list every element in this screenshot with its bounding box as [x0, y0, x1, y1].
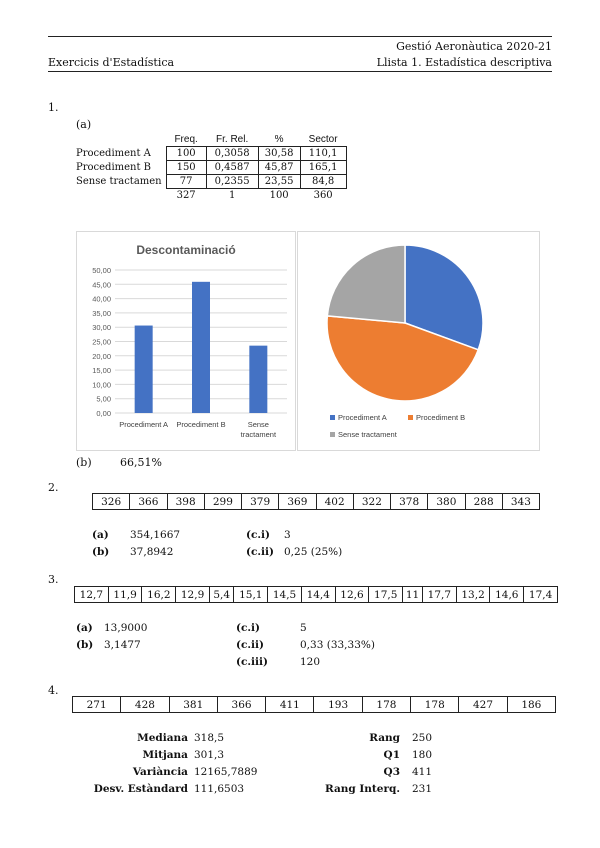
table-cell: 165,1	[300, 161, 346, 175]
bar-chart-box	[76, 231, 296, 451]
data-cell: 14,5	[268, 587, 302, 603]
stat-value-q3: 411	[412, 766, 433, 778]
data-cell: 17,7	[422, 587, 456, 603]
q1-part-b-value: 66,51%	[120, 456, 162, 469]
data-cell: 379	[242, 494, 279, 510]
data-cell: 11	[403, 587, 423, 603]
q2-number: 2.	[48, 481, 59, 494]
table-cell: 30,58	[258, 147, 300, 161]
total-cell: 327	[176, 190, 196, 201]
total-cell: 1	[228, 190, 236, 201]
data-cell: 16,2	[142, 587, 176, 603]
q2-answer-a-value: 354,1667	[130, 529, 181, 541]
table-cell: 100	[166, 147, 206, 161]
data-cell: 366	[130, 494, 167, 510]
legend-swatch	[408, 415, 413, 420]
q2-answer-b-value: 37,8942	[130, 546, 174, 558]
stat-value-iqr: 231	[412, 783, 433, 795]
table-cell: 77	[166, 175, 206, 189]
data-cell: 288	[465, 494, 502, 510]
q3-answer-cii: (c.ii)	[236, 639, 264, 651]
stat-value-mean: 301,3	[194, 749, 225, 761]
data-cell: 427	[459, 697, 507, 713]
table-row	[76, 147, 346, 161]
x-tick-label: Procediment B	[176, 420, 226, 429]
y-tick-label: 35,00	[92, 308, 111, 318]
col-header: Sector	[308, 134, 338, 145]
stat-value-median: 318,5	[194, 732, 225, 744]
y-tick-label: 15,00	[92, 366, 111, 376]
x-tick-label: Procediment A	[119, 420, 169, 429]
data-cell: 369	[279, 494, 316, 510]
legend-label: Procediment A	[338, 413, 387, 422]
data-cell: 186	[507, 697, 555, 713]
data-cell: 14,6	[490, 587, 524, 603]
data-cell: 378	[391, 494, 428, 510]
header-top-rule	[48, 36, 552, 37]
q3-answer-ci-value: 5	[300, 622, 307, 634]
data-cell: 193	[314, 697, 362, 713]
q2-answer-cii-value: 0,25 (25%)	[284, 546, 343, 558]
stat-label-stddev: Desv. Estàndard	[93, 783, 188, 795]
stat-label-median: Mediana	[137, 732, 188, 744]
q4-data-table	[72, 696, 556, 713]
q3-answer-b: (b)	[76, 639, 94, 651]
stat-value-stddev: 111,6503	[194, 783, 245, 795]
stat-label-range: Rang	[369, 732, 400, 744]
q3-answer-ciii-value: 120	[300, 656, 321, 668]
data-cell: 398	[167, 494, 204, 510]
q3-answer-b-value: 3,1477	[104, 639, 141, 651]
q1-part-a-label: (a)	[76, 118, 92, 131]
data-cell: 12,6	[335, 587, 369, 603]
q2-answer-cii: (c.ii)	[246, 546, 274, 558]
table-cell: 0,3058	[206, 147, 258, 161]
y-tick-label: 50,00	[92, 266, 111, 275]
stat-value-variance: 12165,7889	[194, 766, 258, 778]
q3-answer-a: (a)	[76, 622, 93, 634]
data-cell: 14,4	[301, 587, 335, 603]
table-row	[76, 161, 346, 175]
data-cell: 411	[266, 697, 314, 713]
pie-slice	[327, 245, 405, 323]
q1-number: 1.	[48, 101, 59, 114]
data-cell: 15,1	[234, 587, 268, 603]
total-cell: 100	[269, 190, 289, 201]
q3-number: 3.	[48, 573, 59, 586]
stat-label-iqr: Rang Interq.	[324, 783, 400, 795]
x-tick-label: tractament	[240, 430, 277, 439]
data-cell: 428	[121, 697, 169, 713]
q3-answer-cii-value: 0,33 (33,33%)	[300, 639, 375, 651]
data-cell: 343	[502, 494, 539, 510]
data-cell: 299	[204, 494, 241, 510]
y-tick-label: 40,00	[92, 294, 111, 304]
y-tick-label: 10,00	[92, 380, 111, 390]
row-label: Procediment B	[76, 162, 152, 173]
data-cell: 17,5	[369, 587, 403, 603]
data-cell: 12,7	[75, 587, 109, 603]
col-header: Freq.	[174, 134, 198, 145]
q1-part-b-label: (b)	[76, 456, 92, 469]
stat-value-range: 250	[412, 732, 433, 744]
table-row	[93, 494, 540, 510]
bar-chart	[77, 232, 295, 450]
y-tick-label: 20,00	[92, 351, 111, 361]
table-row	[73, 697, 556, 713]
header-bottom-rule	[48, 71, 552, 72]
bar	[249, 346, 267, 413]
q3-answer-ci: (c.i)	[236, 622, 260, 634]
frequency-table	[76, 133, 347, 202]
data-cell: 13,2	[456, 587, 490, 603]
row-label: Procediment A	[76, 148, 151, 159]
table-cell: 150	[166, 161, 206, 175]
table-row	[75, 587, 558, 603]
q2-answer-b: (b)	[92, 546, 110, 558]
data-cell: 380	[428, 494, 465, 510]
data-cell: 271	[73, 697, 121, 713]
table-cell: 84,8	[300, 175, 346, 189]
frequency-table-header	[76, 133, 346, 147]
q3-answer-a-value: 13,9000	[104, 622, 148, 634]
data-cell: 178	[411, 697, 459, 713]
total-cell: 360	[313, 190, 333, 201]
table-row	[76, 175, 346, 189]
data-cell: 326	[93, 494, 130, 510]
bar	[135, 326, 153, 413]
course-title: Gestió Aeronàutica 2020-21	[396, 40, 552, 53]
document-title: Exercicis d'Estadística	[48, 56, 175, 69]
y-tick-label: 5,00	[96, 394, 111, 404]
stat-label-q1: Q1	[383, 749, 400, 761]
q2-answer-a: (a)	[92, 529, 109, 541]
legend-swatch	[330, 415, 335, 420]
data-cell: 11,9	[108, 587, 142, 603]
bar	[192, 282, 210, 413]
q2-answer-ci: (c.i)	[246, 529, 270, 541]
row-label: Sense tractamen	[76, 176, 162, 187]
table-cell: 45,87	[258, 161, 300, 175]
q4-number: 4.	[48, 684, 59, 697]
table-cell: 110,1	[300, 147, 346, 161]
pie-chart	[298, 232, 539, 450]
y-tick-label: 45,00	[92, 280, 111, 290]
stat-label-q3: Q3	[383, 766, 400, 778]
data-cell: 178	[362, 697, 410, 713]
y-tick-label: 25,00	[92, 337, 111, 347]
list-title: Llista 1. Estadística descriptiva	[376, 56, 552, 69]
y-tick-label: 0,00	[96, 409, 111, 418]
legend-label: Sense tractament	[338, 430, 397, 439]
q2-data-table	[92, 493, 540, 510]
col-header: %	[274, 134, 284, 145]
table-cell: 23,55	[258, 175, 300, 189]
x-tick-label: Sense	[247, 420, 269, 429]
col-header: Fr. Rel.	[216, 134, 249, 145]
legend-label: Procediment B	[416, 413, 466, 422]
stat-label-mean: Mitjana	[142, 749, 188, 761]
q3-data-table	[74, 586, 558, 603]
stat-label-variance: Variància	[132, 766, 188, 778]
table-cell: 0,4587	[206, 161, 258, 175]
q2-answer-ci-value: 3	[284, 529, 291, 541]
data-cell: 402	[316, 494, 353, 510]
legend-swatch	[330, 432, 335, 437]
totals-row	[76, 189, 346, 203]
y-tick-label: 30,00	[92, 323, 111, 333]
data-cell: 17,4	[524, 587, 558, 603]
chart-title: Descontaminació	[136, 243, 236, 257]
data-cell: 366	[217, 697, 265, 713]
data-cell: 381	[169, 697, 217, 713]
data-cell: 12,9	[176, 587, 210, 603]
stat-value-q1: 180	[412, 749, 433, 761]
data-cell: 322	[353, 494, 390, 510]
data-cell: 5,4	[209, 587, 233, 603]
q3-answer-ciii: (c.iii)	[236, 656, 268, 668]
pie-chart-box	[297, 231, 540, 451]
table-cell: 0,2355	[206, 175, 258, 189]
